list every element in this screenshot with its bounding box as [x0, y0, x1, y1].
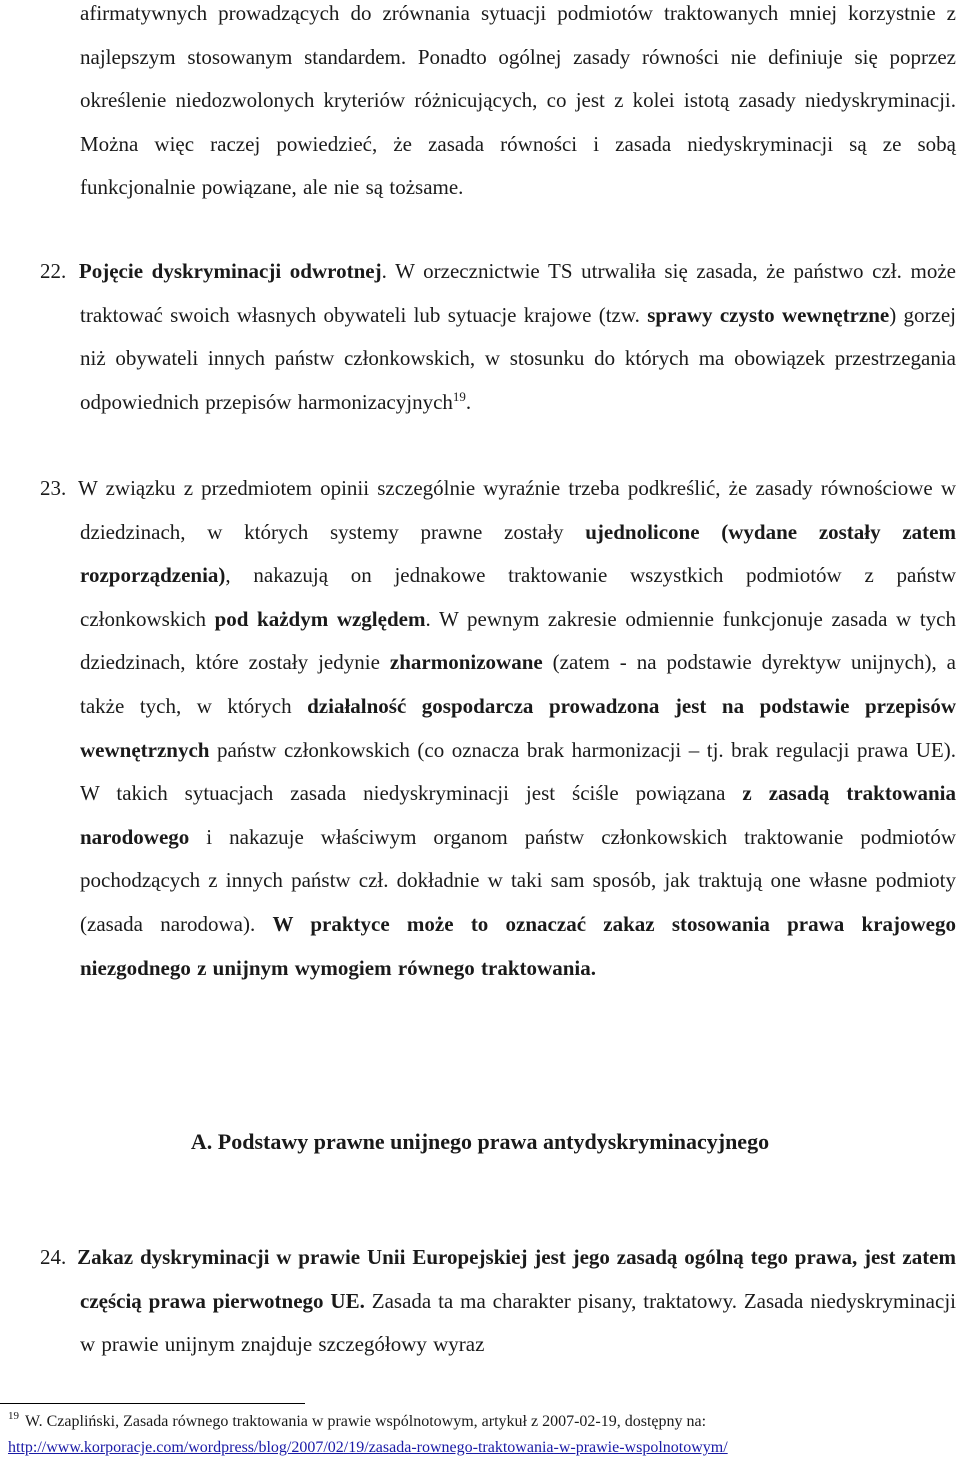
- paragraph-23-bold-1: ujednolicone (wydane zostały zatem rozporządzenia): [80, 519, 956, 588]
- paragraph-24-number: 24.: [40, 1245, 67, 1269]
- paragraph-intro: [80, 0, 956, 210]
- footnote-19: [8, 1409, 958, 1461]
- paragraph-23-text-6: i nakazuje właściwym organom państw członkowskich traktowanie podmiotów pochodzących z innych państw czł. dokładnie w taki sam sposób, jak traktują one własne podmioty (zasada narodowa).: [80, 824, 956, 936]
- paragraph-23-text-1: W związku z przedmiotem opinii szczególnie wyraźnie trzeba podkreślić, że zasady równościowe w dziedzinach, w których systemy prawne zostały: [78, 476, 956, 544]
- paragraph-23: [40, 467, 956, 990]
- paragraph-24-text: Zasada ta ma charakter pisany, traktatowy. Zasada niedyskryminacji w prawie unijnym znajduje szczegółowy wyraz: [80, 1288, 956, 1357]
- paragraph-22-number: 22.: [40, 259, 67, 283]
- paragraph-22-bold-title: Pojęcie dyskryminacji odwrotnej: [78, 259, 382, 283]
- paragraph-23-bold-3: zharmonizowane: [389, 650, 543, 675]
- paragraph-23-bold-4: działalność gospodarcza prowadzona jest na podstawie przepisów wewnętrznych: [80, 693, 956, 762]
- footnote-separator: [0, 1403, 305, 1404]
- paragraph-22-bold-term: sprawy czysto wewnętrzne: [647, 302, 890, 327]
- footnote-ref-19[interactable]: 19: [452, 388, 466, 404]
- paragraph-23-bold-2: pod każdym względem: [214, 606, 426, 631]
- paragraph-24-bold: Zakaz dyskryminacji w prawie Unii Europejskiej jest jego zasadą ogólną tego prawa, jest zatem częścią prawa pierwotnego UE.: [77, 1245, 956, 1313]
- paragraph-24: [40, 1236, 956, 1367]
- paragraph-22-text-2: ) gorzej niż obywateli innych państw członkowskich, w stosunku do których ma obowiązek przestrzegania odpowiednich przepisów harmonizacyjnych: [80, 302, 956, 414]
- paragraph-23-text-4: (zatem - na podstawie dyrektyw unijnych), a także tych, w których: [80, 650, 956, 718]
- paragraph-23-text-5: państw członkowskich (co oznacza brak harmonizacji – tj. brak regulacji prawa UE). W takich sytuacjach zasada niedyskryminacji jest ściśle powiązana: [80, 737, 956, 806]
- paragraph-22: [40, 250, 956, 424]
- paragraph-23-bold-6: W praktyce może to oznaczać zakaz stosowania prawa krajowego niezgodnego z unijnym wymogiem równego traktowania.: [80, 911, 956, 980]
- paragraph-intro-text: afirmatywnych prowadzących do zrównania sytuacji podmiotów traktowanych mniej korzystnie z najlepszym stosowanym standardem. Ponadto ogólnej zasady równości nie definiuje się poprzez określenie niedozwolonych kryteriów różnicujących, co jest z kolei istotą zasady niedyskryminacji. Można więc raczej powiedzieć, że zasada równości i zasada niedyskryminacji są ze sobą funkcjonalnie powiązane, ale nie są tożsame.: [80, 1, 956, 200]
- footnote-link[interactable]: http://www.korporacje.com/wordpress/blog/2007/02/19/zasada-rownego-traktowania-w-prawie-wspolnotowym/: [8, 1439, 728, 1456]
- paragraph-23-text-2: , nakazują on jednakowe traktowanie wszystkich podmiotów z państw członkowskich: [80, 563, 956, 631]
- paragraph-23-text-3: . W pewnym zakresie odmiennie funkcjonuje zasada w tych dziedzinach, które zostały jedynie: [80, 606, 956, 675]
- paragraph-22-text-3: .: [465, 389, 472, 414]
- paragraph-23-bold-5: z zasadą traktowania narodowego: [80, 781, 956, 849]
- paragraph-23-number: 23.: [40, 476, 67, 500]
- footnote-number: 19: [8, 1410, 19, 1422]
- footnote-text: W. Czapliński, Zasada równego traktowania w prawie wspólnotowym, artykuł z 2007-02-19, dostępny na:: [25, 1413, 707, 1430]
- section-heading: A. Podstawy prawne unijnego prawa antydyskryminacyjnego: [190, 1129, 770, 1154]
- paragraph-22-text-1: . W orzecznictwie TS utrwaliła się zasada, że państwo czł. może traktować swoich własnych obywateli lub sytuacje krajowe (tzw.: [80, 259, 956, 327]
